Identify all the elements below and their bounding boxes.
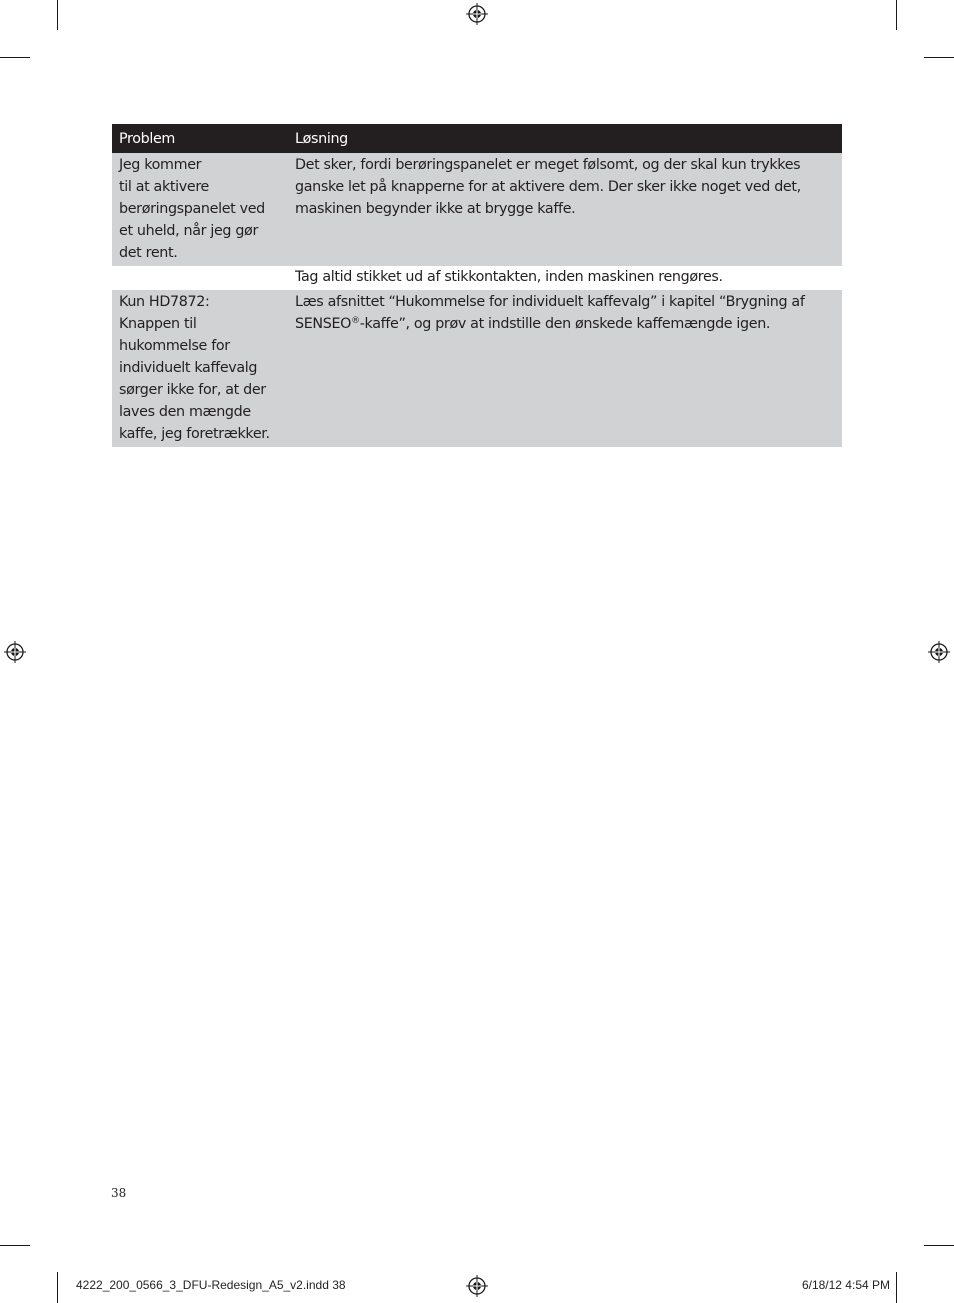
- solution-cell: [288, 153, 842, 266]
- problem-line: et uheld, når jeg gør: [119, 223, 258, 239]
- problem-line: det rent.: [119, 245, 178, 261]
- table-header-row: [112, 124, 842, 153]
- solution-line: Det sker, fordi berøringspanelet er meget følsomt, og der skal kun trykkes: [295, 157, 801, 173]
- slug-date: 6/18/12 4:54 PM: [801, 1278, 890, 1292]
- problem-line: Knappen til: [119, 316, 197, 332]
- registration-mark-icon: [466, 3, 488, 25]
- table-row: [112, 266, 842, 290]
- registration-mark-icon: [928, 641, 950, 663]
- crop-mark: [57, 1272, 58, 1303]
- registration-mark-icon: [466, 1275, 488, 1297]
- header-solution: Løsning: [288, 124, 842, 153]
- problem-line: kaffe, jeg foretrækker.: [119, 426, 270, 442]
- page-number: 38: [111, 1186, 127, 1200]
- solution-line: [295, 313, 835, 335]
- crop-mark: [57, 0, 58, 30]
- crop-mark: [924, 1245, 954, 1246]
- problem-cell: [112, 153, 288, 266]
- problem-line: berøringspanelet ved: [119, 201, 265, 217]
- problem-cell: [112, 266, 288, 290]
- solution-text: -kaffe”, og prøv at indstille den ønskede kaffemængde igen.: [359, 316, 771, 332]
- registration-mark-icon: [4, 641, 26, 663]
- solution-line: ganske let på knapperne for at aktivere dem. Der sker ikke noget ved det,: [295, 179, 801, 195]
- crop-mark: [896, 1272, 897, 1303]
- header-problem: Problem: [112, 124, 288, 153]
- brand-name: SENSEO: [295, 316, 352, 332]
- problem-line: laves den mængde: [119, 404, 251, 420]
- solution-cell: [288, 290, 842, 447]
- problem-line: Kun HD7872:: [119, 294, 210, 310]
- solution-line: Læs afsnittet “Hukommelse for individuelt kaffevalg” i kapitel “Brygning af: [295, 294, 805, 310]
- crop-mark: [0, 1245, 30, 1246]
- problem-line: hukommelse for: [119, 338, 230, 354]
- problem-line: sørger ikke for, at der: [119, 382, 266, 398]
- table-row: [112, 290, 842, 447]
- solution-line: maskinen begynder ikke at brygge kaffe.: [295, 201, 576, 217]
- crop-mark: [896, 0, 897, 30]
- problem-line: til at aktivere: [119, 179, 209, 195]
- slug-filename: 4222_200_0566_3_DFU-Redesign_A5_v2.indd 38: [76, 1278, 346, 1292]
- crop-mark: [924, 57, 954, 58]
- problem-cell: [112, 290, 288, 447]
- problem-line: Jeg kommer: [119, 157, 202, 173]
- solution-line: Tag altid stikket ud af stikkontakten, inden maskinen rengøres.: [295, 269, 723, 285]
- troubleshooting-table: [112, 124, 842, 447]
- crop-mark: [0, 57, 30, 58]
- registered-mark: ®: [351, 316, 360, 326]
- problem-line: individuelt kaffevalg: [119, 360, 258, 376]
- solution-cell: [288, 266, 842, 290]
- table-row: [112, 153, 842, 266]
